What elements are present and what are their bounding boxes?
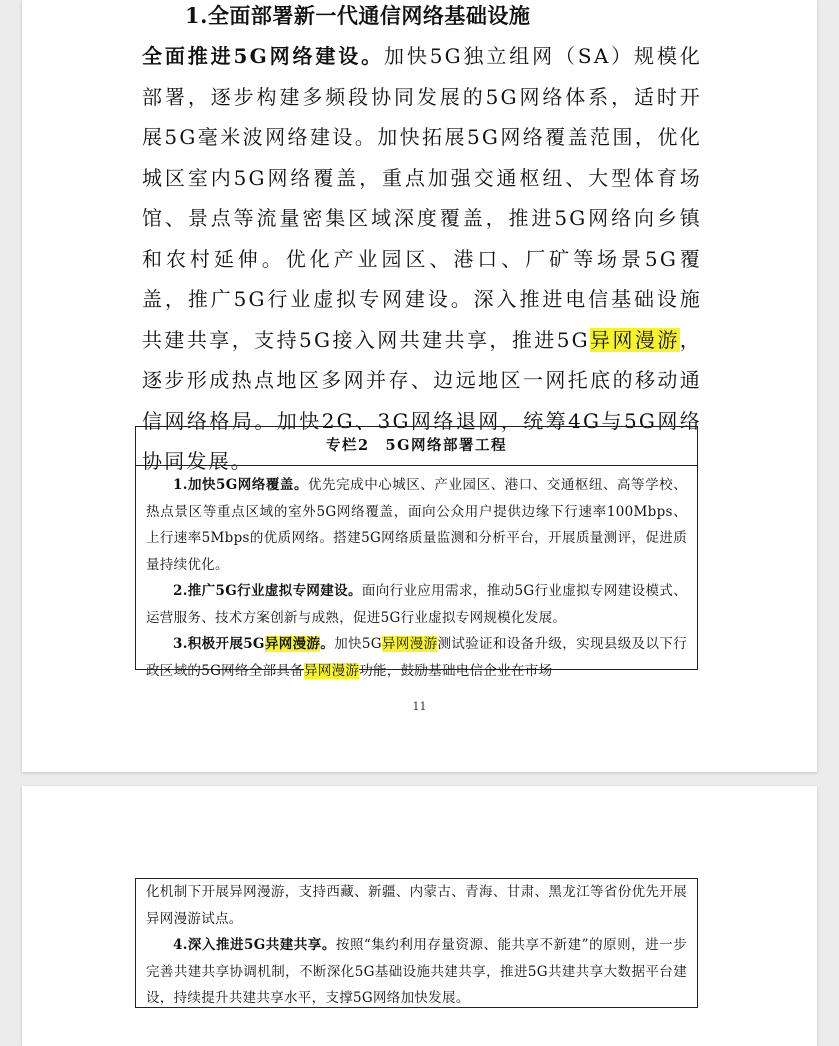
box-item-2-lead: 2.推广5G行业虚拟专网建设。 [173,583,362,599]
paragraph-text-cont: ，逐步形成热点地区多网并存、边远地区一网托底的移动通信网络格局。加快2G、3G网络退网，统筹4G与5G网络协同发展。 [142,327,702,473]
box-body [136,466,697,684]
highlighted-term[interactable]: 异网漫游 [264,636,321,652]
box-item-1-lead: 1.加快5G网络覆盖。 [173,477,309,493]
box-item-3: 3.积极开展5G异网漫游。加快5G异网漫游测试验证和设备升级，实现县级及以下行政区域的5G网络全部具备异网漫游功能，鼓励基础电信企业在市场 [146,636,688,679]
box-item-1 [146,472,687,578]
box-title: 专栏2 5G网络部署工程 [136,427,697,466]
sidebar-box [135,426,698,679]
paragraph-text: 加快5G独立组网（SA）规模化部署，逐步构建多频段协同发展的5G网络体系，适时开展5G毫米波网络建设。加快拓展5G网络覆盖范围，优化城区室内5G网络覆盖，重点加强交通枢纽、大型体育场馆、景点等流量密集区域深度覆盖，推进5G网络向乡镇和农村延伸。优化产业园区、港口、厂矿等场景5G覆盖，推广5G行业虚拟专网建设。深入推进电信基础设施共建共享，支持5G接入网共建共享，推进5G [142,44,702,352]
box-item-1-text: 优先完成中心城区、产业园区、港口、交通枢纽、高等学校、热点景区等重点区域的室外5G网络覆盖，面向公众用户提供边缘下行速率100Mbps、上行速率5Mbps的优质网络。搭建5G网络质量监测和分析平台，开展质量测评，促进质量持续优化。 [146,477,687,573]
box-item-3-lead: 3.积极开展5G异网漫游。 [173,636,335,652]
paragraph-lead: 全面推进5G网络建设。 [142,44,384,68]
page-number: 11 [412,700,427,713]
box-item-3-text: 加快5G [334,636,382,652]
box-item-4-text: 按照“集约利用存量资源、能共享不新建”的原则，进一步完善共建共享协调机制，不断深化5G基础设施共建共享，推进5G共建共享大数据平台建设，持续提升共建共享水平，支撑5G网络加快发展。 [146,937,687,1006]
box-body [136,879,697,1012]
box-item-2-text: 面向行业应用需求，推动5G行业虚拟专网建设模式、运营服务、技术方案创新与成熟，促进5G行业虚拟专网规模化发展。 [146,583,688,626]
document-page-12 [22,786,817,1046]
box-item-4 [146,932,687,1012]
highlighted-term[interactable]: 异网漫游 [303,662,360,679]
highlighted-term[interactable]: 异网漫游 [381,636,438,652]
document-page-11 [22,0,817,772]
body-paragraph [142,36,702,482]
section-heading: 1.全面部署新一代通信网络基础设施 [185,3,531,28]
sidebar-box-continued [135,878,698,1008]
highlighted-term[interactable]: 异网漫游 [589,327,680,352]
box-item-4-lead: 4.深入推进5G共建共享。 [173,937,336,953]
box-continuation: 化机制下开展异网漫游，支持西藏、新疆、内蒙古、青海、甘肃、黑龙江等省份优先开展异网漫游试点。 [146,884,687,927]
box-item-2 [146,578,687,631]
